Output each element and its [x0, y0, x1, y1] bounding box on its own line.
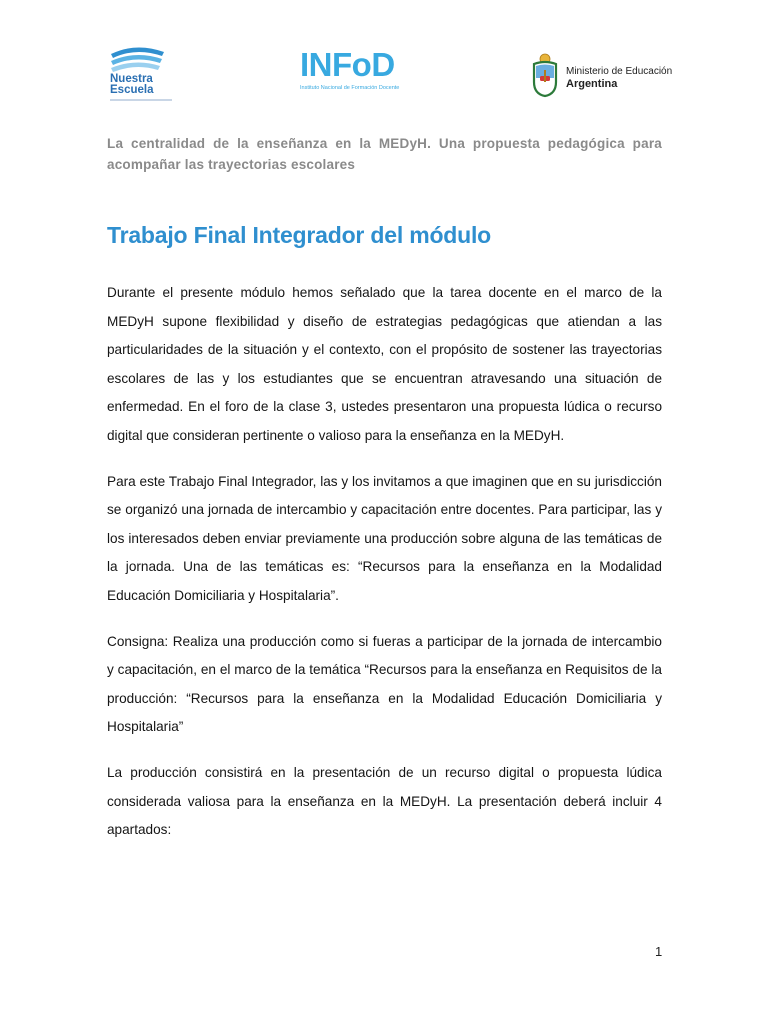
- ministerio-logo: [530, 52, 673, 100]
- document-title: Trabajo Final Integrador del módulo: [107, 222, 492, 248]
- ministerio-text: [566, 66, 672, 90]
- header-logos: [0, 40, 768, 110]
- page-number: 1: [655, 944, 663, 959]
- nuestra-escuela-underline: [110, 99, 172, 101]
- document-body: [107, 279, 662, 862]
- argentina-shield-icon: [530, 52, 560, 98]
- nuestra-escuela-wordmark: [110, 74, 153, 96]
- paragraph-production: La producción consistirá en la presentación de un recurso digital o propuesta lúdica considerada valiosa para la enseñanza en la MEDyH. La presentación deberá incluir 4 apartados:: [107, 764, 662, 838]
- nuestra-escuela-logo: [108, 44, 168, 106]
- infod-subtitle: Instituto Nacional de Formación Docente: [300, 85, 400, 91]
- infod-wordmark: INFoD: [300, 46, 395, 83]
- nuestra-escuela-line1: Nuestra: [110, 73, 153, 85]
- nuestra-escuela-arcs-icon: [108, 44, 168, 74]
- paragraph-consigna: Consigna: Realiza una producción como si fueras a participar de la jornada de intercambio y capacitación, en el marco de la temática “Recursos para la enseñanza en Requisitos de la producción: “Recursos para la enseñanza en la Modalidad Educación Domiciliaria y Hospitalaria”: [107, 633, 662, 735]
- paragraph-intro: Durante el presente módulo hemos señalado que la tarea docente en el marco de la MEDyH supone flexibilidad y diseño de estrategias pedagógicas que atiendan a las particularidades de la situación y el contexto, con el propósito de sostener las trayectorias escolares de las y los estudiantes que se encuentran atravesando una situación de enfermedad. En el foro de la clase 3, ustedes presentaron una propuesta lúdica o recurso digital que consideran pertinente o valioso para la enseñanza en la MEDyH.: [107, 285, 662, 443]
- infod-logo: [300, 48, 412, 96]
- paragraph-invitation: Para este Trabajo Final Integrador, las y los invitamos a que imaginen que en su jurisdicción se organizó una jornada de intercambio y capacitación entre docentes. Para participar, las y los interesados deben enviar previamente una producción sobre alguna de las temáticas de la jornada. Una de las temáticas es: “Recursos para la enseñanza en la Modalidad Educación Domiciliaria y Hospitalaria”.: [107, 473, 662, 603]
- ministerio-line2: Argentina: [566, 78, 618, 90]
- nuestra-escuela-line2: Escuela: [110, 84, 154, 96]
- document-subtitle: La centralidad de la enseñanza en la MEDyH. Una propuesta pedagógica para acompañar las trayectorias escolares: [107, 136, 662, 172]
- ministerio-line1: Ministerio de Educación: [566, 66, 673, 77]
